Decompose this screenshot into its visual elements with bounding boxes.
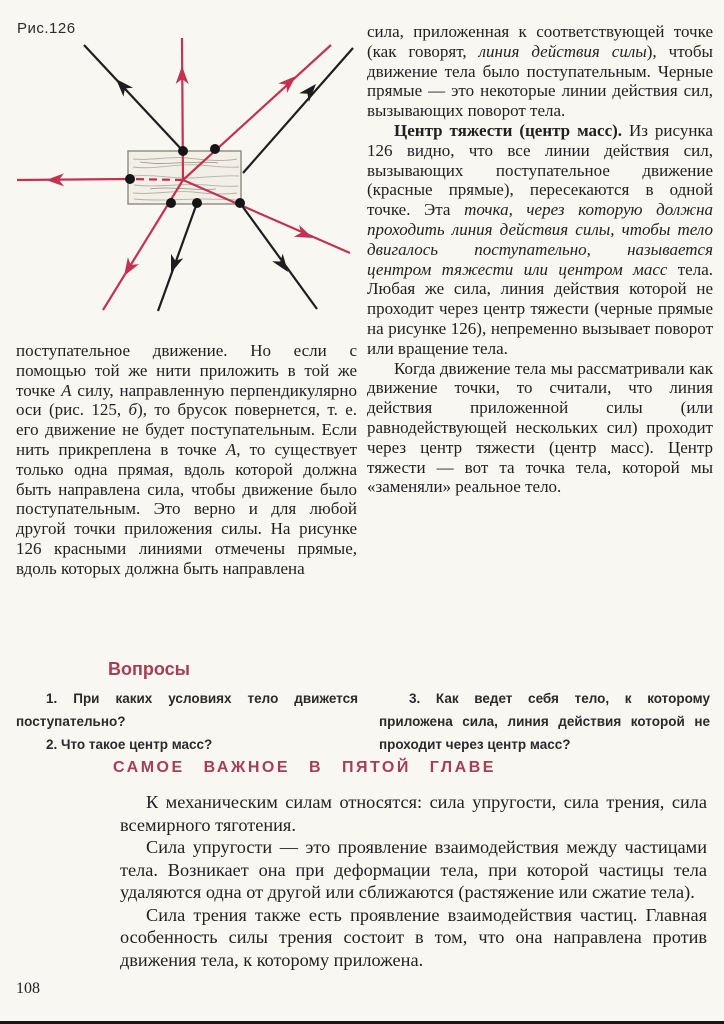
text-segment: К механическим силам относятся: сила упругости, сила трения, сила всемирного тяготения. [120,792,707,835]
paragraph [120,836,707,904]
text-segment: , то существует только одна прямая, вдоль которой должна быть направлена сила, чтобы движение было поступательным. Это верно и для любой другой точки приложения силы. На рисунке 126 красными линиями отмечены прямые, вдоль которых должна быть направлена [16,439,357,578]
paragraph [367,121,713,359]
line-of-action-red [182,38,183,180]
questions-right-column [379,688,710,756]
text-segment: линия действия силы [478,41,647,61]
line-of-action-red [17,179,131,180]
summary-heading: САМОЕ ВАЖНОЕ В ПЯТОЙ ГЛАВЕ [113,759,496,776]
text-segment: А [61,380,72,400]
force-arrowhead [124,257,139,276]
paragraph [120,904,707,972]
application-point-dot [192,198,202,208]
text-segment: силу, направленную перпендикулярно оси (рис. 125, [16,380,357,420]
text-segment: А [225,439,237,459]
text-segment: точка, через которую должна проходить линия действия силы, чтобы тело двигалось поступательно, называется центром тяжести или центром масс [367,200,713,279]
text-segment: Из рисунка 126 видно, что все линии действия сил, вызывающих поступательное движение (красные прямые), пересекаются в одной точке. Эта [367,120,713,220]
questions-heading: Вопросы [108,659,191,679]
paragraph [367,22,713,121]
paragraph [379,688,710,756]
text-segment: Сила трения также есть проявление взаимодействия частиц. Главная особенность силы трения состоит в том, что она направлена против движения тела, к которому приложена. [120,904,707,970]
line-of-action-red [183,180,350,253]
line-of-action-black [84,45,183,151]
application-point-dot [235,198,245,208]
line-of-action-red [183,45,331,180]
text-segment: тела. Любая же сила, линия действия которой не проходит через центр тяжести (черные прямые на рисунке 126), непременно вызывает поворот или вращение тела. [367,259,713,358]
text-segment: Сила упругости — это проявление взаимодействия между частицами тела. Возникает она при деформации тела, при которой частицы тела удаляются одна от другой или сближаются (растяжение или сжатие тела). [120,837,707,902]
right-text-column [367,22,713,497]
paragraph [16,734,358,757]
application-point-dot [210,144,220,154]
application-point-dot [178,146,188,156]
text-segment: б [128,400,138,420]
text-segment: поступательное движение. Но если с помощью той же нити приложить в той же точке [16,341,357,400]
paragraph [367,359,713,498]
text-segment: сила, приложенная к соответствующей точке (как говорят, [367,22,713,61]
figure-126 [0,0,362,335]
application-point-dot [166,198,176,208]
text-segment: Когда движение тела мы рассматривали как движение точки, то считали, что линия действия приложенной силы (или равнодействующей нескольких сил) проходит через центр тяжести (центр масс). Центр тяжести — вот та точка тела, которой мы «заменяли» реальное тело. [367,358,713,497]
text-segment: Центр тяжести (центр масс). [394,120,629,140]
line-of-action-black [158,203,197,311]
text-segment: ), то брусок повернется, т. е. его движение не будет поступательным. Если нить прикреплена в точке [16,400,357,459]
paragraph [16,341,357,579]
text-segment: ), чтобы движение тела было поступательным. Черные прямые — это некоторые линии действия сил, вызывающих поворот тела. [367,41,713,121]
line-of-action-black [240,203,317,309]
text-segment: 2. Что такое центр масс? [46,736,213,752]
text-segment: 3. Как ведет себя тело, к которому приложена сила, линия действия которой не проходит через центр масс? [379,691,710,752]
text-segment: 1. При каких условиях тело движется поступательно? [16,691,358,729]
force-arrowhead [294,225,313,238]
figure-caption: Рис.126 [17,20,76,37]
paragraph [16,688,358,734]
page-number: 108 [16,980,40,997]
summary-text [120,791,707,971]
application-point-dot [125,174,135,184]
line-of-action-red [130,179,183,180]
questions-left-column [16,688,358,756]
left-text-column [16,341,357,579]
paragraph [120,791,707,836]
